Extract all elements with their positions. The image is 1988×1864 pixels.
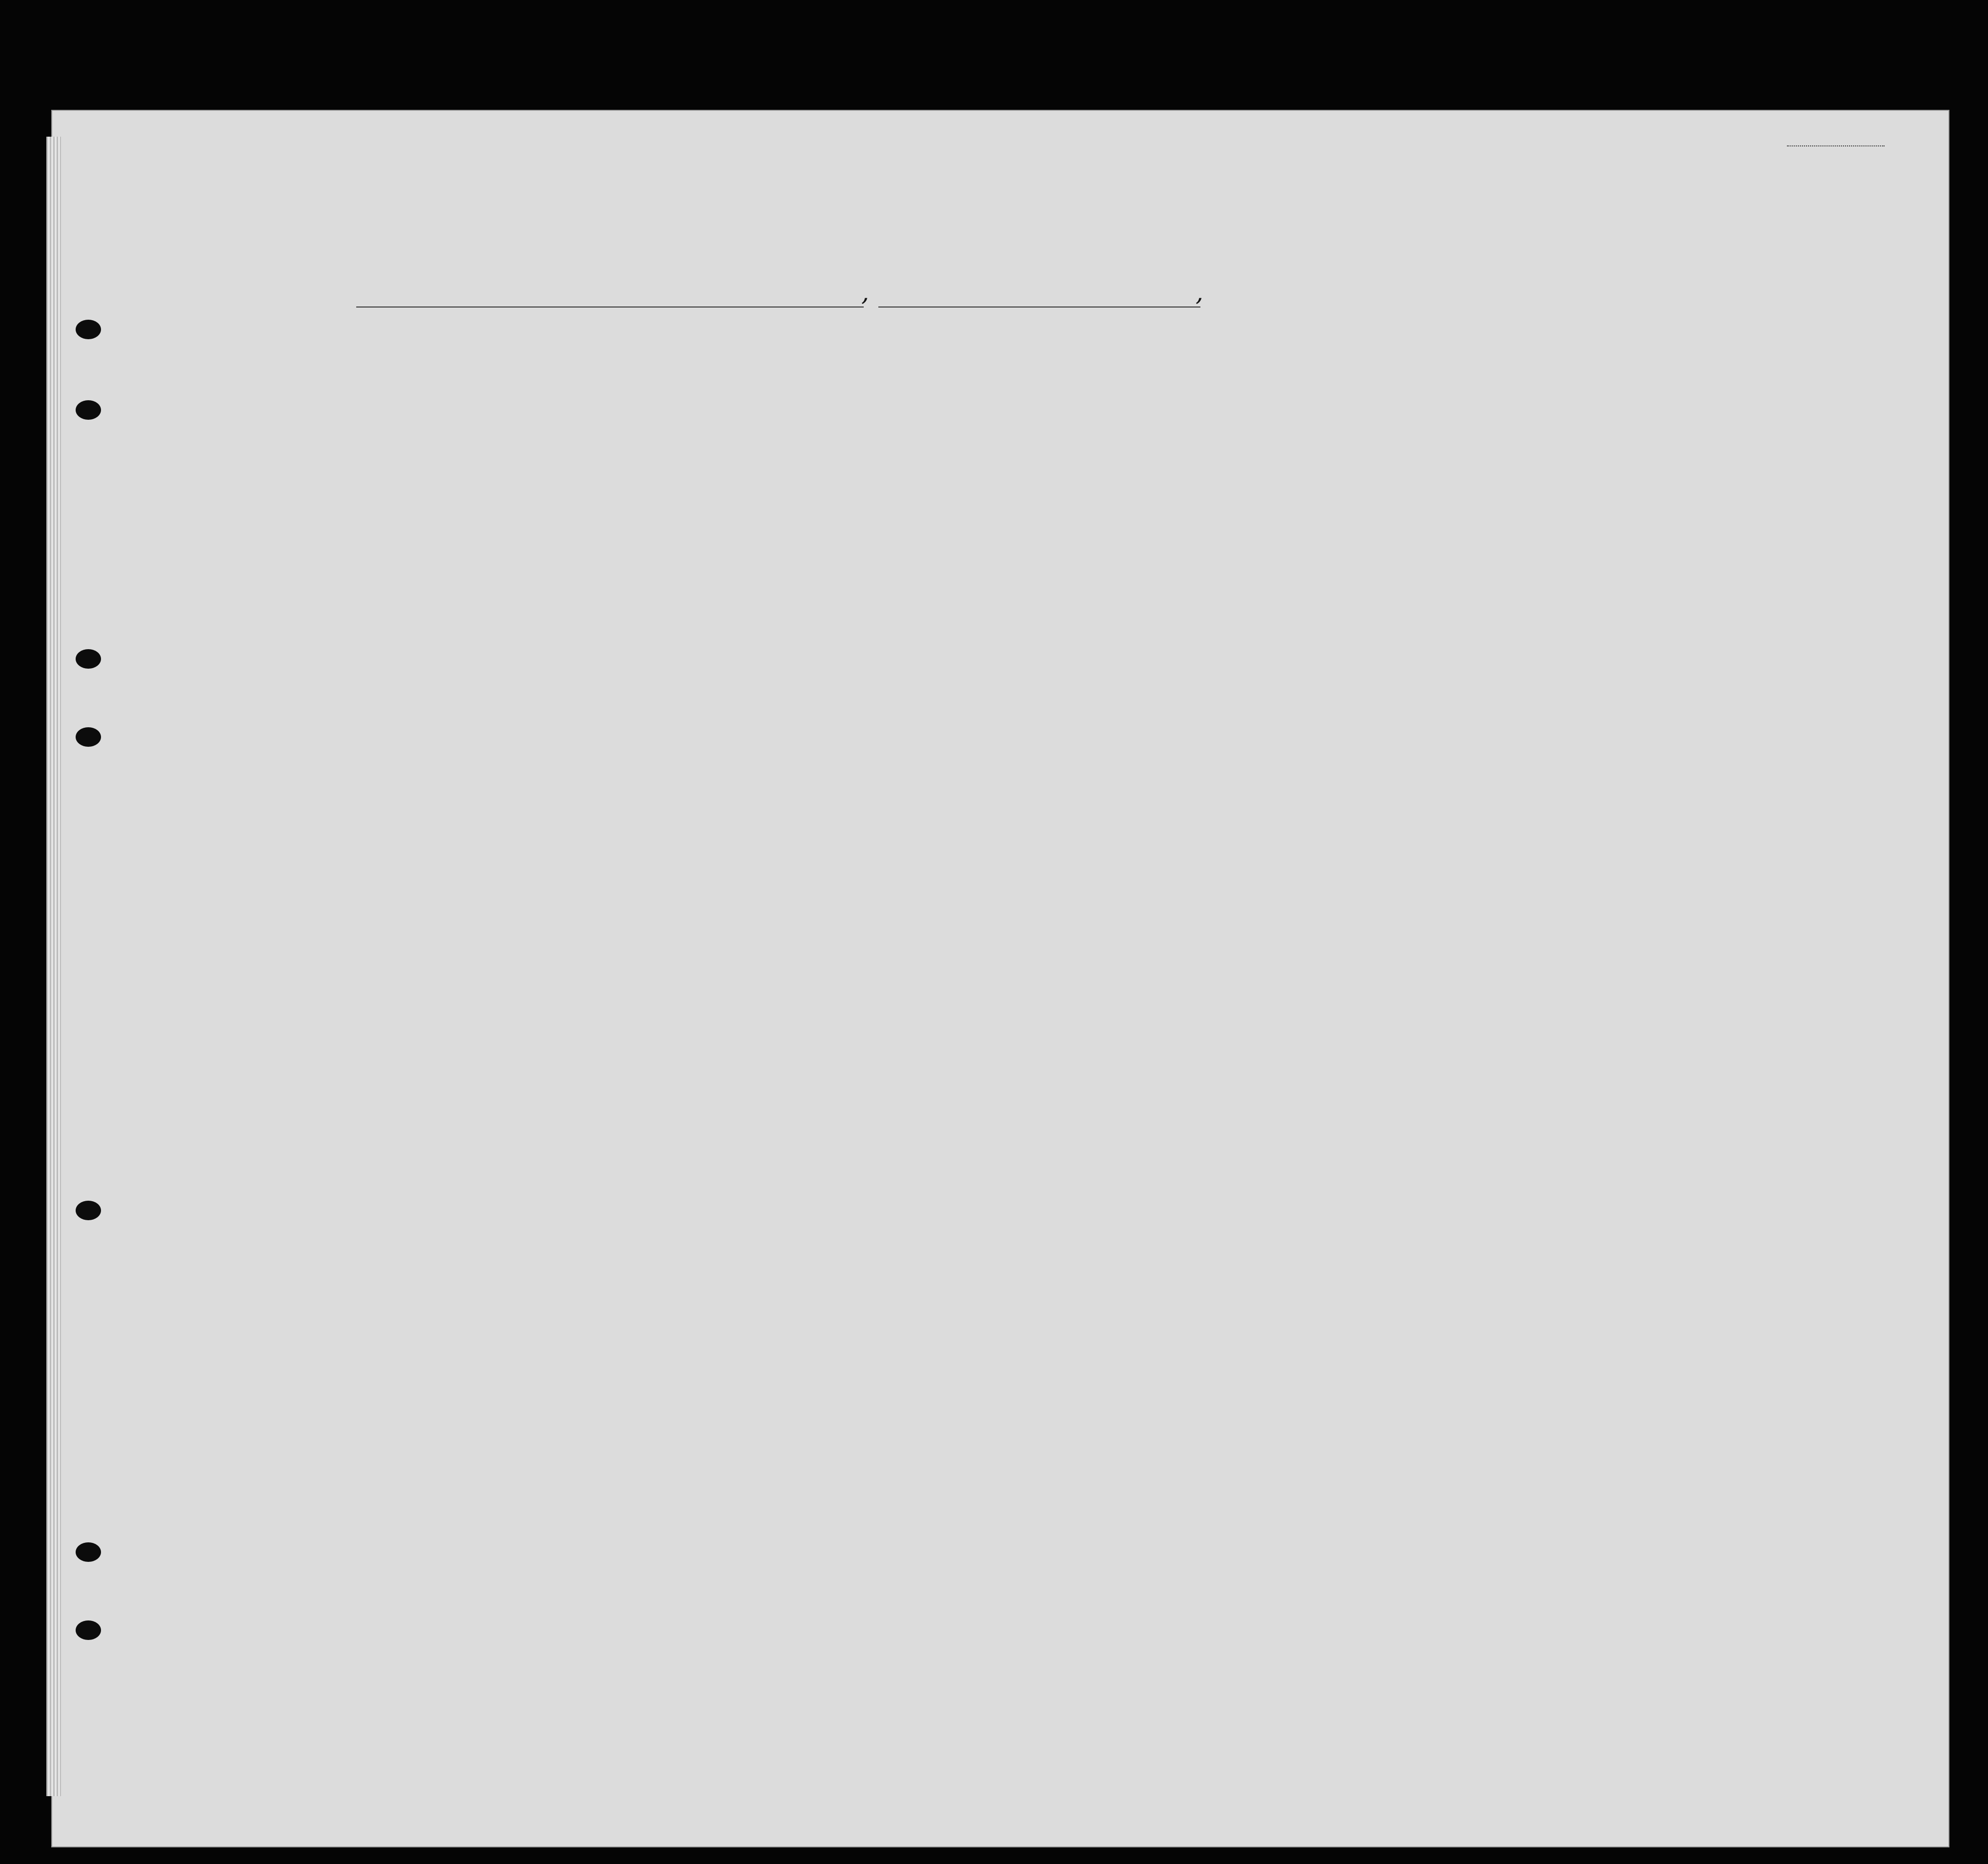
comma: , — [1196, 278, 1203, 307]
comma: , — [861, 278, 869, 307]
